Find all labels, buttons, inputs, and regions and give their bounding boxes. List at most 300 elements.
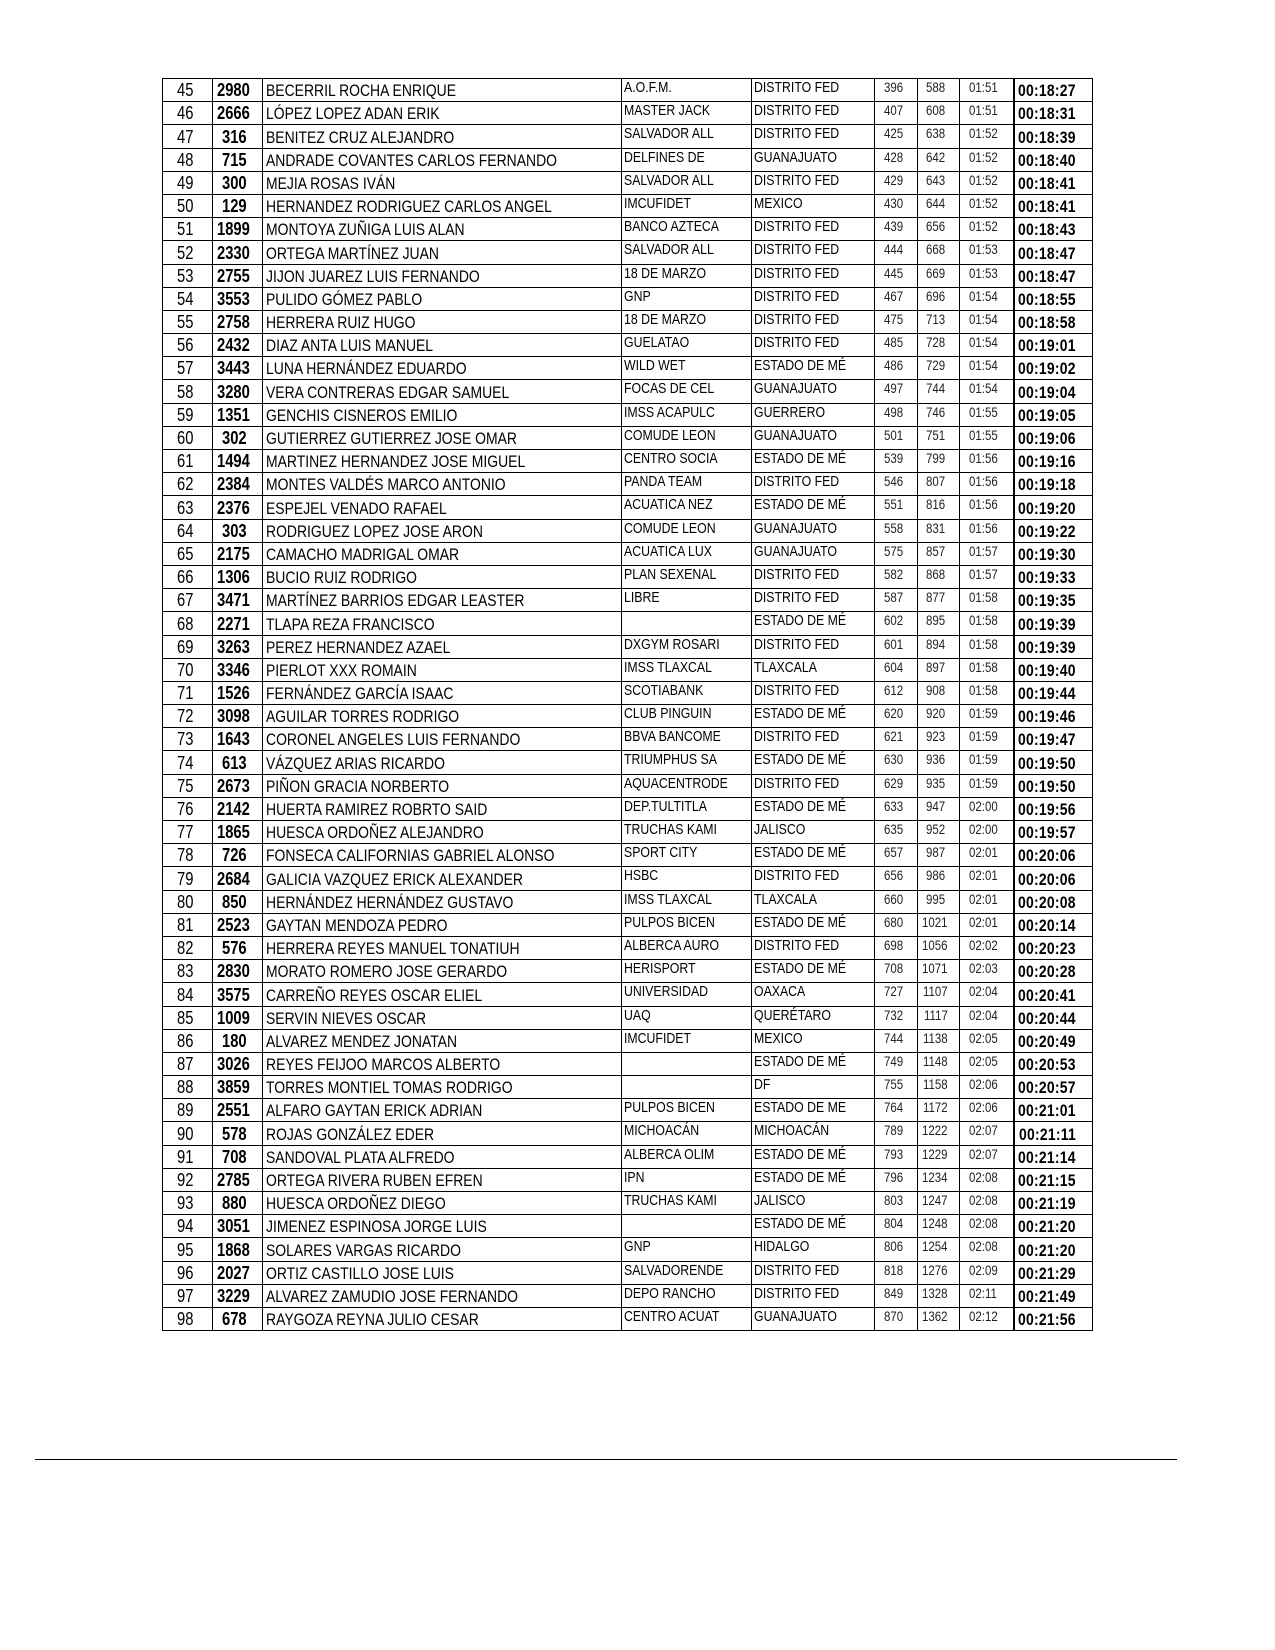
cell-club bbox=[621, 612, 751, 635]
cell-state bbox=[751, 310, 874, 333]
cell-club bbox=[621, 310, 751, 333]
bib-text: 2027 bbox=[217, 1262, 251, 1283]
cell-club bbox=[621, 1261, 751, 1284]
cell-name bbox=[263, 1238, 622, 1261]
category-place-text: 430 bbox=[883, 194, 904, 211]
cell-category-place bbox=[874, 79, 917, 102]
cell-pace bbox=[959, 542, 1014, 565]
cell-position bbox=[163, 148, 213, 171]
cell-position bbox=[163, 194, 213, 217]
state-text: ESTADO DE MÉ bbox=[753, 751, 846, 769]
cell-time bbox=[1014, 542, 1092, 565]
state-text: DISTRITO FED bbox=[753, 728, 839, 746]
gender-place-text: 1056 bbox=[922, 936, 949, 953]
table-row bbox=[163, 913, 1093, 936]
category-place-text: 498 bbox=[883, 403, 904, 420]
time-text: 00:20:53 bbox=[1018, 1055, 1076, 1075]
cell-bib bbox=[213, 334, 263, 357]
bib-text: 576 bbox=[222, 938, 248, 959]
gender-place-text: 935 bbox=[926, 774, 946, 791]
cell-position bbox=[163, 79, 213, 102]
name-text: LÓPEZ LOPEZ ADAN ERIK bbox=[266, 104, 440, 124]
state-text: MICHOACÁN bbox=[753, 1122, 829, 1140]
cell-state bbox=[751, 1099, 874, 1122]
cell-state bbox=[751, 774, 874, 797]
cell-name bbox=[263, 426, 622, 449]
gender-place-text: 1234 bbox=[922, 1168, 949, 1185]
gender-place-text: 877 bbox=[926, 589, 946, 606]
time-text: 00:18:43 bbox=[1018, 220, 1076, 240]
cell-gender-place bbox=[917, 519, 959, 542]
cell-name bbox=[263, 473, 622, 496]
bib-text: 613 bbox=[222, 752, 248, 773]
club-text: MASTER JACK bbox=[623, 102, 710, 120]
cell-name bbox=[263, 241, 622, 264]
cell-pace bbox=[959, 519, 1014, 542]
cell-category-place bbox=[874, 728, 917, 751]
club-text: SALVADORENDE bbox=[623, 1261, 724, 1279]
pace-text: 01:51 bbox=[968, 102, 998, 119]
cell-state bbox=[751, 705, 874, 728]
cell-bib bbox=[213, 542, 263, 565]
table-row bbox=[163, 867, 1093, 890]
state-text: DISTRITO FED bbox=[753, 218, 839, 236]
club-text: PULPOS BICEN bbox=[623, 1099, 715, 1117]
cell-gender-place bbox=[917, 1215, 959, 1238]
cell-bib bbox=[213, 218, 263, 241]
state-text: ESTADO DE MÉ bbox=[753, 496, 846, 514]
cell-position bbox=[163, 936, 213, 959]
category-place-text: 804 bbox=[883, 1215, 904, 1232]
cell-state bbox=[751, 496, 874, 519]
position-text: 82 bbox=[177, 938, 194, 959]
cell-bib bbox=[213, 79, 263, 102]
category-place-text: 467 bbox=[883, 287, 904, 304]
category-place-text: 485 bbox=[883, 334, 904, 351]
cell-pace bbox=[959, 1122, 1014, 1145]
name-text: SOLARES VARGAS RICARDO bbox=[266, 1240, 461, 1260]
cell-position bbox=[163, 728, 213, 751]
cell-pace bbox=[959, 148, 1014, 171]
gender-place-text: 669 bbox=[926, 264, 946, 281]
gender-place-text: 952 bbox=[926, 821, 946, 837]
club-text: ALBERCA AURO bbox=[623, 936, 719, 954]
category-place-text: 789 bbox=[883, 1122, 904, 1139]
cell-position bbox=[163, 751, 213, 774]
cell-gender-place bbox=[917, 241, 959, 264]
name-text: MEJIA ROSAS IVÁN bbox=[266, 173, 396, 193]
category-place-text: 732 bbox=[883, 1006, 904, 1023]
pace-text: 01:54 bbox=[968, 287, 998, 304]
cell-gender-place bbox=[917, 1307, 959, 1330]
bib-text: 1351 bbox=[217, 404, 251, 425]
cell-category-place bbox=[874, 473, 917, 496]
cell-category-place bbox=[874, 241, 917, 264]
name-text: ALFARO GAYTAN ERICK ADRIAN bbox=[266, 1101, 483, 1121]
cell-time bbox=[1014, 218, 1092, 241]
club-text: DELFINES DE bbox=[623, 148, 705, 166]
cell-name bbox=[263, 1006, 622, 1029]
cell-pace bbox=[959, 1284, 1014, 1307]
cell-time bbox=[1014, 194, 1092, 217]
cell-time bbox=[1014, 565, 1092, 588]
table-row bbox=[163, 635, 1093, 658]
category-place-text: 497 bbox=[883, 380, 904, 397]
position-text: 98 bbox=[177, 1309, 194, 1330]
cell-time bbox=[1014, 774, 1092, 797]
cell-pace bbox=[959, 705, 1014, 728]
cell-name bbox=[263, 681, 622, 704]
pace-text: 02:11 bbox=[969, 1284, 998, 1301]
pace-text: 02:12 bbox=[968, 1307, 998, 1324]
name-text: JIJON JUAREZ LUIS FERNANDO bbox=[266, 266, 480, 286]
table-row bbox=[163, 542, 1093, 565]
cell-gender-place bbox=[917, 403, 959, 426]
cell-state bbox=[751, 1261, 874, 1284]
gender-place-text: 668 bbox=[926, 241, 946, 258]
cell-state bbox=[751, 1122, 874, 1145]
cell-club bbox=[621, 287, 751, 310]
cell-name bbox=[263, 218, 622, 241]
category-place-text: 558 bbox=[883, 519, 904, 536]
cell-state bbox=[751, 890, 874, 913]
cell-name bbox=[263, 357, 622, 380]
cell-time bbox=[1014, 148, 1092, 171]
cell-time bbox=[1014, 519, 1092, 542]
cell-state bbox=[751, 913, 874, 936]
gender-place-text: 1107 bbox=[922, 983, 948, 1000]
cell-bib bbox=[213, 728, 263, 751]
club-text: FOCAS DE CEL bbox=[623, 380, 715, 398]
bib-text: 3051 bbox=[217, 1216, 251, 1237]
table-row bbox=[163, 496, 1093, 519]
state-text: TLAXCALA bbox=[753, 890, 817, 908]
gender-place-text: 744 bbox=[926, 380, 946, 397]
category-place-text: 546 bbox=[883, 473, 904, 490]
cell-bib bbox=[213, 241, 263, 264]
time-text: 00:21:56 bbox=[1018, 1310, 1076, 1330]
cell-gender-place bbox=[917, 1168, 959, 1191]
pace-text: 02:07 bbox=[968, 1145, 998, 1162]
cell-category-place bbox=[874, 936, 917, 959]
cell-position bbox=[163, 1006, 213, 1029]
cell-club bbox=[621, 334, 751, 357]
name-text: HUESCA ORDOÑEZ DIEGO bbox=[266, 1194, 446, 1214]
cell-club bbox=[621, 496, 751, 519]
cell-position bbox=[163, 983, 213, 1006]
club-text: CLUB PINGUIN bbox=[623, 705, 712, 723]
cell-category-place bbox=[874, 1238, 917, 1261]
cell-name bbox=[263, 264, 622, 287]
state-text: DISTRITO FED bbox=[753, 936, 839, 954]
position-text: 70 bbox=[177, 659, 194, 680]
cell-category-place bbox=[874, 310, 917, 333]
cell-state bbox=[751, 1238, 874, 1261]
bib-text: 2271 bbox=[217, 613, 251, 634]
club-text: COMUDE LEON bbox=[623, 426, 716, 444]
cell-gender-place bbox=[917, 1238, 959, 1261]
cell-club bbox=[621, 1099, 751, 1122]
state-text: ESTADO DE MÉ bbox=[753, 450, 846, 467]
name-text: HERNANDEZ RODRIGUEZ CARLOS ANGEL bbox=[266, 197, 552, 217]
cell-bib bbox=[213, 264, 263, 287]
cell-pace bbox=[959, 450, 1014, 473]
cell-position bbox=[163, 171, 213, 194]
cell-name bbox=[263, 960, 622, 983]
time-text: 00:19:50 bbox=[1018, 753, 1076, 773]
category-place-text: 475 bbox=[883, 310, 904, 327]
cell-club bbox=[621, 797, 751, 820]
bib-text: 3280 bbox=[217, 381, 251, 402]
cell-club bbox=[621, 1145, 751, 1168]
cell-state bbox=[751, 983, 874, 1006]
cell-gender-place bbox=[917, 1052, 959, 1075]
cell-position bbox=[163, 867, 213, 890]
cell-position bbox=[163, 241, 213, 264]
cell-category-place bbox=[874, 194, 917, 217]
cell-bib bbox=[213, 287, 263, 310]
state-text: GUANAJUATO bbox=[753, 426, 837, 444]
cell-gender-place bbox=[917, 542, 959, 565]
cell-pace bbox=[959, 264, 1014, 287]
club-text: BANCO AZTECA bbox=[623, 218, 719, 236]
name-text: HUESCA ORDOÑEZ ALEJANDRO bbox=[266, 823, 484, 843]
state-text: ESTADO DE MÉ bbox=[753, 357, 846, 375]
state-text: GUANAJUATO bbox=[753, 542, 837, 560]
cell-club bbox=[621, 635, 751, 658]
position-text: 68 bbox=[177, 613, 194, 634]
cell-time bbox=[1014, 913, 1092, 936]
position-text: 45 bbox=[177, 80, 194, 101]
position-text: 76 bbox=[177, 799, 194, 819]
pace-text: 02:03 bbox=[968, 960, 998, 977]
position-text: 46 bbox=[177, 103, 194, 124]
cell-bib bbox=[213, 658, 263, 681]
cell-name bbox=[263, 450, 622, 473]
cell-name bbox=[263, 1145, 622, 1168]
gender-place-text: 1276 bbox=[922, 1261, 949, 1278]
name-text: RODRIGUEZ LOPEZ JOSE ARON bbox=[266, 521, 483, 541]
cell-bib bbox=[213, 102, 263, 125]
cell-position bbox=[163, 1307, 213, 1330]
cell-position bbox=[163, 635, 213, 658]
club-text: ACUATICA NEZ bbox=[623, 496, 713, 514]
time-text: 00:18:41 bbox=[1018, 173, 1076, 193]
pace-text: 02:08 bbox=[968, 1238, 998, 1255]
category-place-text: 764 bbox=[883, 1099, 904, 1116]
cell-time bbox=[1014, 310, 1092, 333]
table-row bbox=[163, 1122, 1093, 1145]
gender-place-text: 1229 bbox=[922, 1145, 949, 1162]
gender-place-text: 868 bbox=[926, 565, 946, 582]
gender-place-text: 895 bbox=[926, 612, 946, 629]
table-row bbox=[163, 1238, 1093, 1261]
cell-club bbox=[621, 589, 751, 612]
cell-position bbox=[163, 1168, 213, 1191]
cell-gender-place bbox=[917, 1076, 959, 1099]
cell-time bbox=[1014, 1261, 1092, 1284]
category-place-text: 582 bbox=[883, 565, 904, 582]
cell-pace bbox=[959, 681, 1014, 704]
cell-time bbox=[1014, 1076, 1092, 1099]
cell-gender-place bbox=[917, 310, 959, 333]
cell-pace bbox=[959, 334, 1014, 357]
club-text: HSBC bbox=[623, 867, 659, 885]
state-text: DISTRITO FED bbox=[753, 635, 839, 653]
cell-gender-place bbox=[917, 1261, 959, 1284]
cell-category-place bbox=[874, 797, 917, 820]
cell-club bbox=[621, 426, 751, 449]
table-row bbox=[163, 426, 1093, 449]
bib-text: 2758 bbox=[217, 312, 251, 333]
cell-bib bbox=[213, 751, 263, 774]
category-place-text: 425 bbox=[883, 125, 904, 142]
club-text: AQUACENTRODE bbox=[623, 774, 728, 792]
club-text: WILD WET bbox=[623, 357, 686, 375]
cell-category-place bbox=[874, 1307, 917, 1330]
cell-category-place bbox=[874, 1052, 917, 1075]
name-text: GENCHIS CISNEROS EMILIO bbox=[266, 405, 458, 425]
cell-pace bbox=[959, 936, 1014, 959]
cell-club bbox=[621, 1029, 751, 1052]
cell-gender-place bbox=[917, 565, 959, 588]
cell-bib bbox=[213, 1168, 263, 1191]
pace-text: 01:55 bbox=[968, 403, 998, 420]
cell-category-place bbox=[874, 125, 917, 148]
table-row bbox=[163, 1168, 1093, 1191]
table-row bbox=[163, 821, 1093, 844]
cell-position bbox=[163, 821, 213, 844]
time-text: 00:21:14 bbox=[1018, 1147, 1076, 1167]
category-place-text: 604 bbox=[883, 658, 904, 675]
bib-text: 880 bbox=[222, 1193, 248, 1214]
cell-position bbox=[163, 589, 213, 612]
cell-club bbox=[621, 148, 751, 171]
position-text: 59 bbox=[177, 404, 194, 425]
cell-bib bbox=[213, 125, 263, 148]
club-text: PULPOS BICEN bbox=[623, 913, 715, 931]
gender-place-text: 1117 bbox=[923, 1006, 948, 1023]
club-text: IPN bbox=[623, 1168, 645, 1186]
bib-text: 1526 bbox=[217, 683, 251, 704]
cell-position bbox=[163, 426, 213, 449]
cell-club bbox=[621, 542, 751, 565]
name-text: SANDOVAL PLATA ALFREDO bbox=[266, 1147, 455, 1167]
cell-category-place bbox=[874, 264, 917, 287]
cell-club bbox=[621, 1122, 751, 1145]
state-text: DISTRITO FED bbox=[753, 79, 839, 96]
cell-pace bbox=[959, 658, 1014, 681]
time-text: 00:19:44 bbox=[1018, 684, 1076, 704]
position-text: 66 bbox=[177, 567, 194, 588]
gender-place-text: 588 bbox=[926, 79, 946, 95]
cell-category-place bbox=[874, 148, 917, 171]
cell-pace bbox=[959, 1052, 1014, 1075]
pace-text: 01:51 bbox=[968, 79, 998, 95]
cell-time bbox=[1014, 844, 1092, 867]
cell-gender-place bbox=[917, 890, 959, 913]
bib-text: 1865 bbox=[217, 822, 251, 843]
time-text: 00:19:47 bbox=[1018, 730, 1076, 750]
cell-club bbox=[621, 1192, 751, 1215]
pace-text: 02:01 bbox=[968, 844, 998, 861]
bib-text: 1899 bbox=[217, 219, 251, 240]
gender-place-text: 643 bbox=[926, 171, 946, 188]
cell-category-place bbox=[874, 983, 917, 1006]
position-text: 74 bbox=[177, 752, 194, 773]
table-row bbox=[163, 473, 1093, 496]
gender-place-text: 713 bbox=[926, 310, 946, 327]
cell-club bbox=[621, 774, 751, 797]
cell-name bbox=[263, 797, 622, 820]
pace-text: 01:52 bbox=[968, 171, 998, 188]
cell-name bbox=[263, 380, 622, 403]
cell-pace bbox=[959, 171, 1014, 194]
cell-bib bbox=[213, 983, 263, 1006]
cell-pace bbox=[959, 357, 1014, 380]
position-text: 75 bbox=[177, 775, 194, 796]
cell-state bbox=[751, 241, 874, 264]
gender-place-text: 1021 bbox=[922, 913, 949, 930]
cell-position bbox=[163, 797, 213, 820]
cell-bib bbox=[213, 1238, 263, 1261]
pace-text: 01:58 bbox=[968, 612, 998, 629]
cell-position bbox=[163, 1192, 213, 1215]
table-row bbox=[163, 194, 1093, 217]
cell-position bbox=[163, 380, 213, 403]
bib-text: 2785 bbox=[217, 1170, 251, 1190]
position-text: 51 bbox=[177, 219, 194, 240]
gender-place-text: 857 bbox=[926, 542, 946, 559]
name-text: ALVAREZ ZAMUDIO JOSE FERNANDO bbox=[266, 1286, 518, 1306]
cell-pace bbox=[959, 218, 1014, 241]
cell-club bbox=[621, 450, 751, 473]
pace-text: 01:58 bbox=[968, 658, 998, 675]
table-row bbox=[163, 450, 1093, 473]
club-text: DXGYM ROSARI bbox=[623, 635, 720, 653]
cell-pace bbox=[959, 125, 1014, 148]
state-text: DISTRITO FED bbox=[753, 287, 839, 305]
cell-name bbox=[263, 728, 622, 751]
category-place-text: 744 bbox=[883, 1029, 904, 1046]
bib-text: 2330 bbox=[217, 242, 251, 263]
bib-text: 2551 bbox=[217, 1100, 251, 1121]
gender-place-text: 751 bbox=[926, 426, 946, 443]
club-text: SALVADOR ALL bbox=[623, 125, 714, 143]
position-text: 78 bbox=[177, 845, 194, 866]
gender-place-text: 638 bbox=[926, 125, 946, 142]
state-text: DISTRITO FED bbox=[753, 241, 839, 259]
category-place-text: 793 bbox=[883, 1145, 904, 1162]
name-text: ROJAS GONZÁLEZ EDER bbox=[266, 1124, 435, 1144]
cell-pace bbox=[959, 1006, 1014, 1029]
cell-category-place bbox=[874, 658, 917, 681]
time-text: 00:19:50 bbox=[1018, 776, 1076, 796]
cell-state bbox=[751, 1168, 874, 1191]
cell-bib bbox=[213, 426, 263, 449]
cell-pace bbox=[959, 1099, 1014, 1122]
name-text: LUNA HERNÁNDEZ EDUARDO bbox=[266, 359, 467, 379]
table-row bbox=[163, 171, 1093, 194]
cell-time bbox=[1014, 960, 1092, 983]
position-text: 96 bbox=[177, 1262, 194, 1283]
cell-club bbox=[621, 380, 751, 403]
cell-club bbox=[621, 728, 751, 751]
bib-text: 708 bbox=[222, 1146, 248, 1167]
bib-text: 1494 bbox=[217, 451, 251, 472]
state-text: GUANAJUATO bbox=[753, 380, 837, 398]
time-text: 00:21:29 bbox=[1018, 1263, 1076, 1283]
